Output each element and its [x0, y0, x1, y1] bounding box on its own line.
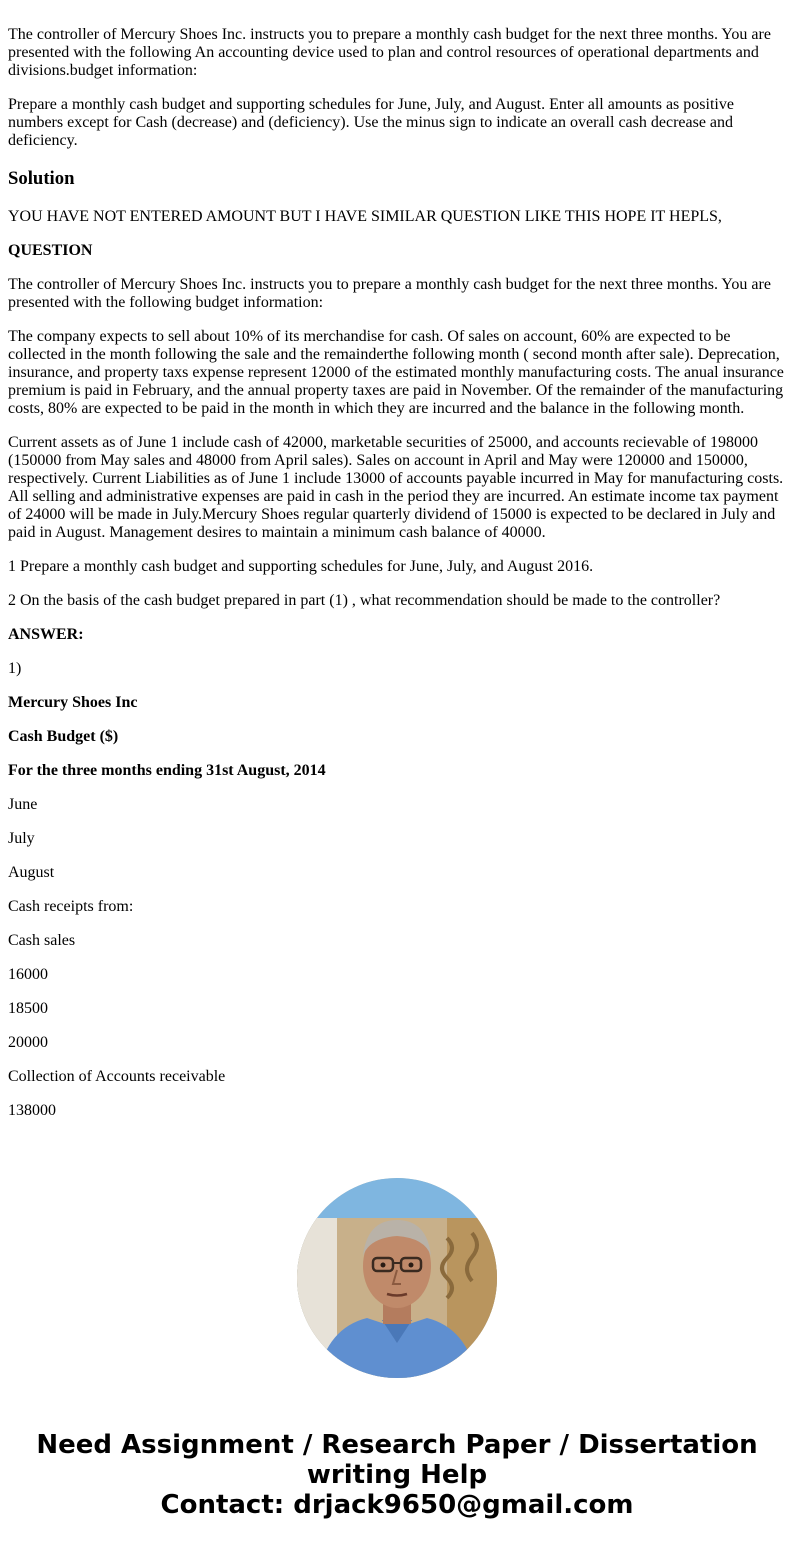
task-1: 1 Prepare a monthly cash budget and supporting schedules for June, July, and August 2016. — [8, 558, 594, 575]
task-2: 2 On the basis of the cash budget prepared in part (1) , what recommendation should be made to the controller? — [8, 592, 721, 609]
answer-part: 1) — [8, 660, 22, 677]
author-avatar — [297, 1178, 497, 1378]
budget-title: Cash Budget ($) — [8, 728, 119, 745]
cash-sales-label: Cash sales — [8, 932, 76, 949]
author-portrait-icon — [297, 1178, 497, 1378]
promo-text — [0, 1430, 794, 1520]
promo-section — [0, 1178, 794, 1520]
cash-sales-august: 20000 — [8, 1034, 48, 1051]
promo-line-2: writing Help — [306, 1460, 488, 1490]
promo-contact: Contact: drjack9650@gmail.com — [160, 1490, 634, 1520]
solution-heading: Solution — [8, 168, 75, 189]
answer-label: ANSWER: — [8, 626, 84, 643]
month-july: July — [8, 830, 35, 847]
receipts-label: Cash receipts from: — [8, 898, 134, 915]
question-intro: The controller of Mercury Shoes Inc. instructs you to prepare a monthly cash budget for the next three months. You are presented with the following An accounting device used to plan and control resources of operational departments and divisions.budget information: — [8, 26, 771, 79]
cash-sales-june: 16000 — [8, 966, 48, 983]
cash-sales-july: 18500 — [8, 1000, 48, 1017]
question-paragraph-2: The company expects to sell about 10% of its merchandise for cash. Of sales on account, 60% are expected to be collected in the month following the sale and the remainderthe following month ( second month after sale). Deprecation, insurance, and property taxs expense represent 12000 of the estimated monthly manufacturing costs. The anual insurance premium is paid in February, and the annual property taxes are paid in November. Of the remainder of the manufacturing costs, 80% are expected to be paid in the month in which they are incurred and the balance in the following month. — [8, 328, 784, 417]
promo-line-1: Need Assignment / Research Paper / Dissertation — [36, 1430, 758, 1460]
ar-collection-label: Collection of Accounts receivable — [8, 1068, 226, 1085]
question-instruction: Prepare a monthly cash budget and supporting schedules for June, July, and August. Enter all amounts as positive numbers except for Cash (decrease) and (deficiency). Use the minus sign to indicate an overall cash decrease and deficiency. — [8, 96, 734, 149]
company-name: Mercury Shoes Inc — [8, 694, 138, 711]
month-june: June — [8, 796, 38, 813]
budget-period: For the three months ending 31st August, 2014 — [8, 762, 326, 779]
question-label: QUESTION — [8, 242, 93, 259]
question-paragraph-3: Current assets as of June 1 include cash of 42000, marketable securities of 25000, and accounts recievable of 198000 (150000 from May sales and 48000 from April sales). Sales on account in April and May were 120000 and 150000, respectively. Current Liabilities as of June 1 include 13000 of accounts payable incurred in May for manufacturing costs. All selling and administrative expenses are paid in cash in the period they are incurred. An estimate income tax payment of 24000 will be made in July.Mercury Shoes regular quarterly dividend of 15000 is expected to be declared in July and paid in August. Management desires to maintain a minimum cash balance of 40000. — [8, 434, 784, 541]
document-body — [0, 26, 794, 1120]
ar-collection-june: 138000 — [8, 1102, 56, 1119]
solution-note: YOU HAVE NOT ENTERED AMOUNT BUT I HAVE SIMILAR QUESTION LIKE THIS HOPE IT HEPLS, — [8, 208, 722, 225]
question-paragraph-1: The controller of Mercury Shoes Inc. instructs you to prepare a monthly cash budget for the next three months. You are presented with the following budget information: — [8, 276, 771, 311]
month-august: August — [8, 864, 55, 881]
